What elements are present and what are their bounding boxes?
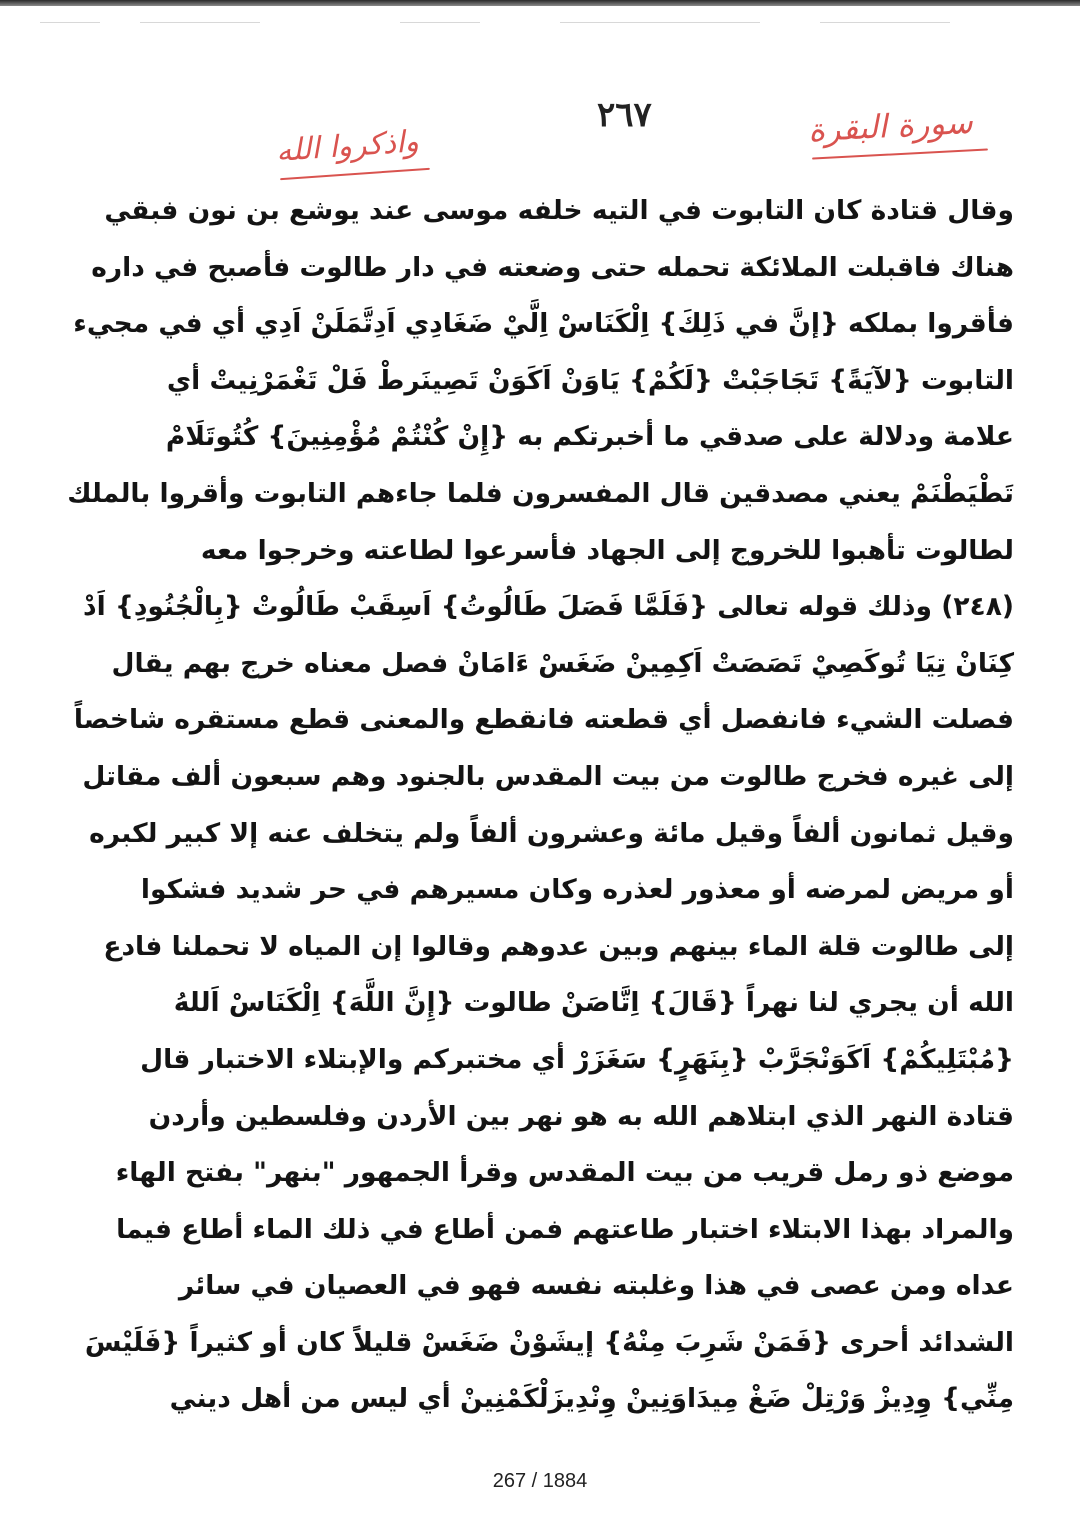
- page-number-arabic: ٢٦٧: [597, 95, 652, 135]
- text-line: فصلت الشيء فانفصل أي قطعته فانقطع والمعنى قطع مستقره شاخصاً: [73, 704, 1014, 736]
- text-line: (٢٤٨) وذلك قوله تعالى {فَلَمَّا فَصَلَ طَالُوتُ} اَسِقَبْ طَالُوتْ {بِالْجُنُودِ} اَدْ: [83, 591, 1014, 623]
- handwritten-underline: [812, 148, 988, 159]
- text-line: وقيل ثمانون ألفاً وقيل مائة وعشرون ألفاً ولم يتخلف عنه إلا كبير لكبره: [89, 817, 1014, 849]
- text-line: علامة ودلالة على صدقي ما أخبرتكم به {إِنْ كُنْتُمْ مُؤْمِنِينَ} كُتُوتَلَامْ: [165, 421, 1014, 453]
- document-body: [67, 183, 1014, 1428]
- scan-top-border: [0, 0, 1080, 6]
- scan-artifact-line: [140, 22, 260, 23]
- handwritten-surah-title: سورة البقرة: [807, 102, 974, 150]
- page-indicator: 267 / 1884: [492, 1470, 588, 1492]
- text-line: فأقروا بملكه {إنَّ في ذَلِكَ} اِلْكَنَاسْ اِلَّيْ ضَغَادِي اَدِتَّمَلَنْ اَدِي أي في مجيء: [73, 308, 1014, 340]
- handwritten-note-left: واذكروا الله: [274, 124, 420, 169]
- scan-artifact-line: [560, 22, 760, 23]
- text-line: والمراد بهذا الابتلاء اختبار طاعتهم فمن أطاع في ذلك الماء أطاع فيما: [116, 1213, 1014, 1245]
- text-line: قتادة النهر الذي ابتلاهم الله به هو نهر بين الأردن وفلسطين وأردن: [148, 1100, 1014, 1132]
- text-line: التابوت {لآيَةً} تَجَاجَبْتْ {لَكُمْ} يَاوَنْ اَكَوَنْ تَصِينَرطْ فَلْ تَغْمَرْنِيتْ أي: [166, 364, 1014, 396]
- scan-artifact-line: [820, 22, 950, 23]
- scan-artifact-line: [400, 22, 480, 23]
- text-line: الله أن يجري لنا نهراً {قَالَ} اِتَّاصَنْ طالوت {إِنَّ اللَّهَ} اِلْكَنَاسْ اَللهُ: [173, 987, 1014, 1019]
- text-line: موضع ذو رمل قريب من بيت المقدس وقرأ الجمهور "بنهر" بفتح الهاء: [115, 1157, 1014, 1189]
- text-line: أو مريض لمرضه أو معذور لعذره وكان مسيرهم في حر شديد فشكوا: [140, 874, 1014, 906]
- text-line: لطالوت تأهبوا للخروج إلى الجهاد فأسرعوا لطاعته وخرجوا معه: [200, 534, 1014, 566]
- text-line: وقال قتادة كان التابوت في التيه خلفه موسى عند يوشع بن نون فبقي: [104, 195, 1014, 226]
- text-line: عداه ومن عصى في هذا وغلبته نفسه فهو في العصيان في سائر: [178, 1270, 1014, 1302]
- page-header: [0, 95, 1080, 175]
- text-line: كِنَانْ تِيَا تُوكَصِيْ تَصَصَتْ اَكِمِينْ ضَغَسْ ءَامَانْ فصل معناه خرج بهم يقال: [111, 647, 1014, 679]
- text-line: هناك فاقبلت الملائكة تحمله حتى وضعته في دار طالوت فأصبح في داره: [91, 251, 1014, 283]
- text-line: الشدائد أحرى {فَمَنْ شَرِبَ مِنْهُ} إيشَوْنْ ضَغَسْ قليلاً كان أو كثيراً {فَلَيْسَ: [84, 1326, 1014, 1358]
- text-line: مِنِّي} وِدِيزْ وَرْتِلْ ضَغْ مِيدَاوَنِينْ وِنْدِيزَلْكَمْنِينْ أي ليس من أهل ديني: [169, 1383, 1014, 1415]
- text-line: إلى طالوت قلة الماء بينهم وبين عدوهم وقالوا إن المياه لا تحملنا فادع: [103, 930, 1014, 962]
- text-line: {مُبْتَلِيكُمْ} اَكَوَنْجَرَّبْ {بِنَهَرٍ} سَغَزَرْ أي مختبركم والإبتلاء الاختبار قال: [140, 1043, 1014, 1075]
- scan-artifact-line: [40, 22, 100, 23]
- text-line: إلى غيره فخرج طالوت من بيت المقدس بالجنود وهم سبعون ألف مقاتل: [82, 760, 1014, 792]
- handwritten-underline: [280, 168, 430, 180]
- text-line: تَطْيَطْنَمْ يعني مصدقين قال المفسرون فلما جاءهم التابوت وأقروا بالملك: [67, 477, 1014, 509]
